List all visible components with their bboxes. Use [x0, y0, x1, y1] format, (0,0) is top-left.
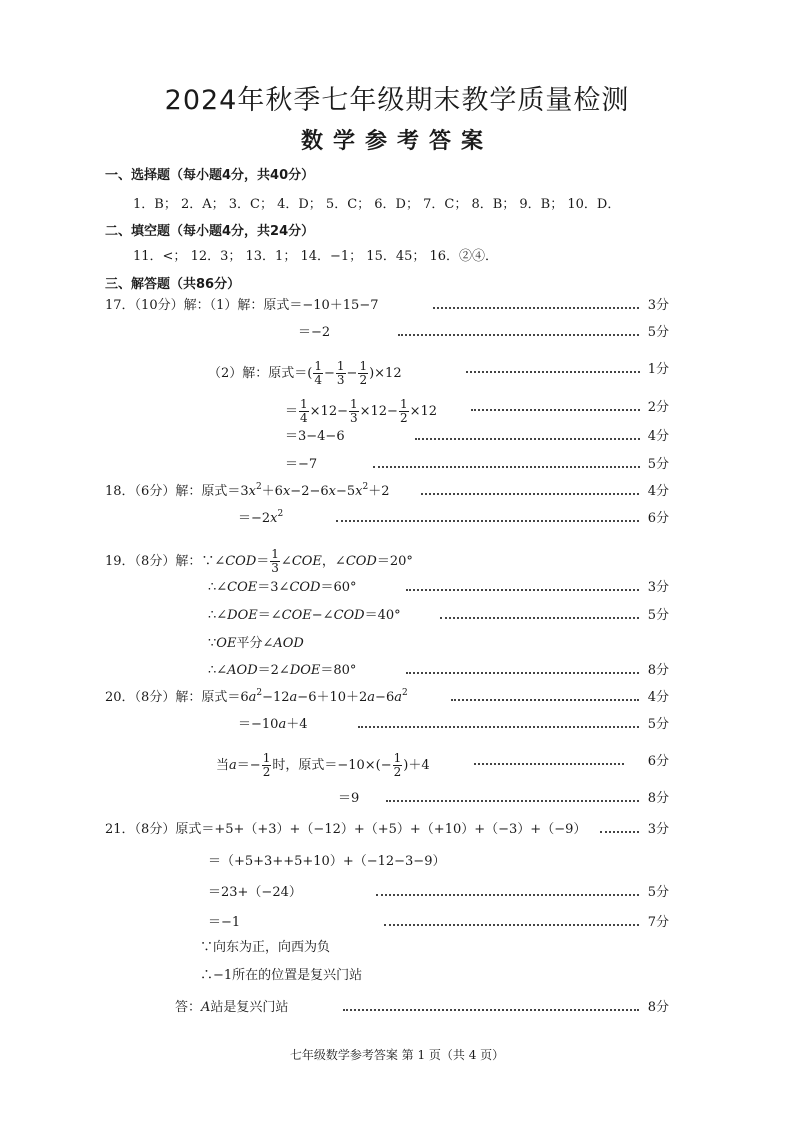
q19-line-2-text: [208, 578, 357, 598]
variable: x: [282, 484, 291, 499]
q17-line-1-text: 17．（10分）解：（1）解：原式＝−10＋15−7: [105, 298, 379, 313]
text: 时，原式＝−10×(−: [272, 758, 392, 773]
text: 平分∠: [236, 636, 274, 651]
variable: a: [394, 690, 402, 705]
fraction: [399, 398, 409, 425]
numerator: 1: [271, 547, 279, 561]
variable: a: [248, 690, 257, 705]
variable: x: [270, 511, 278, 526]
choice-answers: 1．B； 2．A； 3．C； 4．D； 5．C； 6．D； 7．C； 8．B； 9．B； 10．D．: [133, 197, 621, 212]
text: ＝−2: [238, 511, 271, 526]
q20-line-2-score: 5分: [647, 717, 669, 732]
denominator: 3: [336, 373, 345, 387]
variable: a: [278, 717, 287, 732]
dotted-leader: [343, 1009, 639, 1011]
q19-line-5-text: [208, 661, 356, 681]
angle-label: COE: [291, 554, 322, 569]
denominator: 2: [399, 411, 408, 425]
denominator: 3: [349, 411, 358, 425]
text: −2−6: [290, 484, 329, 499]
text: ，∠: [321, 554, 346, 569]
fraction: [336, 360, 346, 387]
q20-line-4-score: 8分: [647, 791, 669, 806]
angle-label: COD: [225, 554, 257, 569]
fraction: [270, 548, 280, 575]
text: ＝60°: [320, 580, 357, 595]
numerator: 1: [336, 359, 345, 373]
text: ＝−: [236, 758, 261, 773]
q17-line-5-text: ＝3−4−6: [285, 429, 345, 444]
variable: a: [367, 690, 376, 705]
text: −: [346, 366, 358, 381]
q17-line-4-text: [285, 397, 438, 425]
text: ∴∠: [208, 608, 228, 623]
fraction: [262, 752, 272, 779]
text: −6＋10＋2: [297, 690, 368, 705]
q17-line-5-score: 4分: [647, 429, 669, 444]
dotted-leader: [421, 493, 639, 495]
dotted-leader: [358, 726, 639, 728]
dotted-leader: [433, 307, 639, 309]
q20-line-3-text: [216, 751, 430, 779]
text: )×12: [369, 366, 402, 381]
q17-line-6-text: ＝−7: [285, 457, 318, 472]
text: −12: [262, 690, 290, 705]
denominator: 3: [271, 561, 279, 575]
variable: x: [355, 484, 363, 499]
variable: x: [248, 484, 256, 499]
text: 20．（8分）解：原式＝6: [105, 690, 249, 705]
numerator: 1: [300, 397, 308, 411]
denominator: 4: [314, 373, 322, 387]
dotted-leader: [600, 831, 639, 833]
angle-label: AOD: [273, 636, 304, 651]
fraction: [358, 360, 368, 387]
text: 18．（6分）解：原式＝3: [105, 484, 249, 499]
exponent: 2: [255, 482, 262, 492]
text: 19．（8分）解：∵∠: [105, 554, 226, 569]
dotted-leader: [440, 617, 639, 619]
dotted-leader: [466, 371, 640, 373]
text: ＝−10: [238, 717, 279, 732]
text: ＝40°: [364, 608, 401, 623]
dotted-leader: [376, 894, 639, 896]
dotted-leader: [398, 334, 639, 336]
fraction: [313, 360, 323, 387]
text: ＝3∠: [257, 580, 290, 595]
dotted-leader: [406, 672, 639, 674]
fraction: [393, 752, 403, 779]
page-title: 2024年秋季七年级期末教学质量检测: [164, 85, 630, 116]
angle-label: COD: [333, 608, 365, 623]
fraction: [349, 398, 359, 425]
angle-label: COD: [289, 580, 321, 595]
exponent: 2: [401, 688, 408, 698]
q19-line-5-score: 8分: [647, 663, 669, 678]
text: ＝: [256, 554, 270, 569]
q18-line-2-text: [238, 509, 283, 529]
q17-line-3-text: [208, 359, 402, 387]
q21-line-5-text: ∵向东为正，向西为负: [200, 940, 331, 955]
q20-line-2-text: [238, 715, 307, 735]
denominator: 2: [359, 373, 368, 387]
angle-label: COD: [345, 554, 377, 569]
section-heading-fill: 二、填空题（每小题4分，共24分）: [105, 224, 315, 239]
text: 答：: [175, 1000, 202, 1015]
q18-line-1-text: [105, 482, 390, 502]
numerator: 1: [393, 751, 402, 765]
text: ∠: [280, 554, 292, 569]
denominator: 4: [300, 411, 308, 425]
text: ＋2: [368, 484, 390, 499]
q21-line-7-score: 8分: [647, 1000, 669, 1015]
angle-label: AOD: [227, 663, 258, 678]
exponent: 2: [256, 688, 263, 698]
text: −∠: [311, 608, 334, 623]
variable: a: [229, 758, 237, 773]
q17-line-2-score: 5分: [647, 325, 669, 340]
numerator: 1: [262, 751, 271, 765]
variable: x: [328, 484, 336, 499]
text: ×12−: [359, 404, 398, 419]
angle-label: DOE: [227, 608, 258, 623]
q21-line-1-text: 21．（8分）原式＝+5+（+3）+（−12）+（+5）+（+10）+（−3）+（−9）: [105, 822, 587, 837]
q21-line-3-score: 5分: [647, 885, 669, 900]
section-heading-solve: 三、解答题（共86分）: [105, 277, 241, 292]
q17-line-6-score: 5分: [647, 457, 669, 472]
ray-label: OE: [216, 636, 237, 651]
q21-line-6-text: ∴−1所在的位置是复兴门站: [200, 968, 363, 983]
text: ＝∠: [257, 608, 282, 623]
numerator: 1: [359, 359, 368, 373]
text: ＝80°: [320, 663, 357, 678]
text: ＝: [285, 404, 299, 419]
numerator: 1: [349, 397, 358, 411]
dotted-leader: [451, 699, 639, 701]
dotted-leader: [336, 520, 639, 522]
dotted-leader: [406, 589, 639, 591]
numerator: 1: [314, 359, 322, 373]
q18-line-2-score: 6分: [647, 511, 669, 526]
dotted-leader: [474, 763, 624, 765]
denominator: 2: [393, 765, 402, 779]
dotted-leader: [415, 438, 640, 440]
fraction: [299, 398, 309, 425]
text: ×12: [409, 404, 438, 419]
q19-line-3-score: 5分: [647, 608, 669, 623]
q17-line-3-score: 1分: [647, 362, 669, 377]
dotted-leader: [384, 924, 639, 926]
dotted-leader: [386, 800, 639, 802]
q17-line-4-score: 2分: [647, 400, 669, 415]
page-subtitle: 数学参考答案: [300, 129, 493, 154]
q21-line-7-text: [175, 998, 288, 1018]
text: （2）解：原式＝(: [208, 366, 313, 381]
q20-line-3-score: 6分: [647, 754, 669, 769]
angle-label: DOE: [289, 663, 321, 678]
variable: a: [289, 690, 298, 705]
q17-line-1-score: 3分: [647, 298, 669, 313]
q21-line-2-text: ＝（+5+3++5+10）+（−12−3−9）: [208, 854, 446, 869]
exponent: 2: [277, 509, 284, 519]
numerator: 1: [399, 397, 408, 411]
text: )＋4: [403, 758, 430, 773]
fill-answers: 11．<； 12．3； 13．1； 14．−1； 15．45； 16．②④．: [133, 249, 499, 264]
text: ＋6: [261, 484, 283, 499]
q17-line-2-text: ＝−2: [298, 325, 331, 340]
text: −5: [335, 484, 356, 499]
variable: A: [201, 1000, 211, 1015]
text: ＋4: [286, 717, 308, 732]
q19-line-4-text: [208, 634, 304, 654]
q19-line-2-score: 3分: [647, 580, 669, 595]
q20-line-1-score: 4分: [647, 690, 669, 705]
q19-line-3-text: [208, 606, 401, 626]
dotted-leader: [373, 466, 640, 468]
q20-line-4-text: ＝9: [338, 791, 360, 806]
dotted-leader: [471, 409, 640, 411]
text: −6: [375, 690, 395, 705]
section-heading-choice: 一、选择题（每小题4分，共40分）: [105, 168, 315, 183]
text: ×12−: [309, 404, 348, 419]
q21-line-4-text: ＝−1: [208, 915, 241, 930]
text: 当: [216, 758, 230, 773]
q21-line-3-text: ＝23+（−24）: [208, 885, 302, 900]
q18-line-1-score: 4分: [647, 484, 669, 499]
angle-label: COE: [227, 580, 258, 595]
exponent: 2: [362, 482, 369, 492]
q20-line-1-text: [105, 688, 408, 708]
text: −: [323, 366, 335, 381]
text: ∴∠: [208, 663, 228, 678]
text: ＝20°: [376, 554, 413, 569]
text: ＝2∠: [257, 663, 290, 678]
q21-line-4-score: 7分: [647, 915, 669, 930]
text: ∴∠: [208, 580, 228, 595]
text: 站是复兴门站: [210, 1000, 289, 1015]
denominator: 2: [262, 765, 271, 779]
page-footer: 七年级数学参考答案 第 1 页（共 4 页）: [289, 1048, 505, 1062]
q21-line-1-score: 3分: [647, 822, 669, 837]
angle-label: COE: [281, 608, 312, 623]
q19-line-1-text: [105, 547, 413, 575]
text: ∵: [208, 636, 217, 651]
